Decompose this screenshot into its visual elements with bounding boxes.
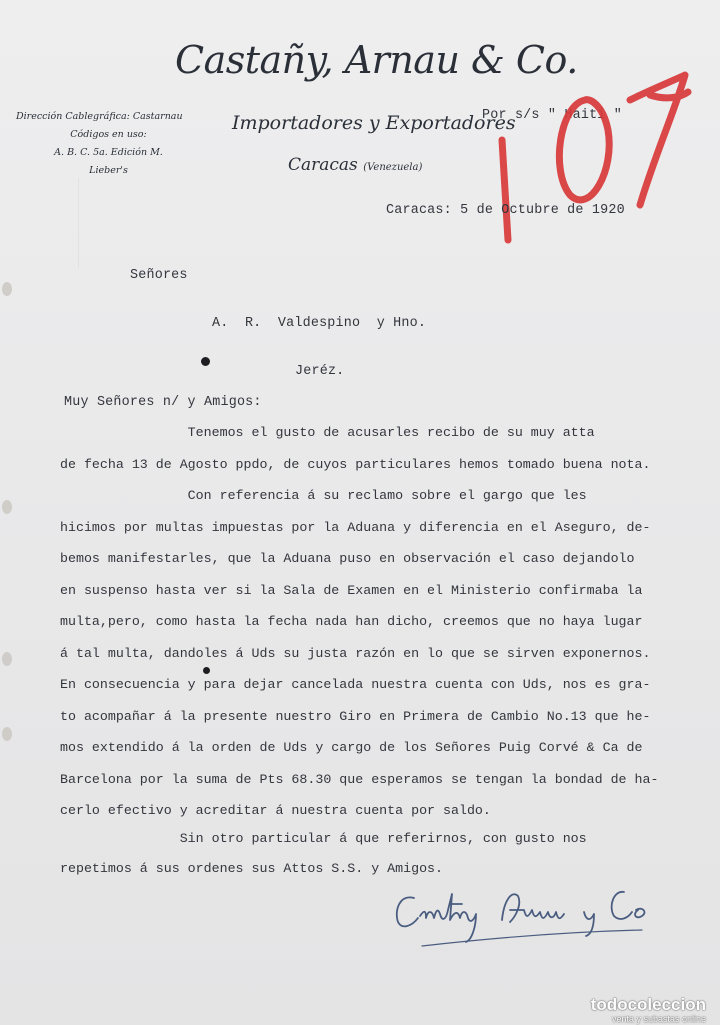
cable-address-line: Códigos en uso: bbox=[70, 129, 147, 140]
shipping-note: Por s/s " Haiti " bbox=[482, 108, 623, 123]
cable-address-line: Lieber's bbox=[89, 165, 128, 176]
closing-line: repetimos á sus ordenes sus Attos S.S. y Amigos. bbox=[60, 861, 444, 876]
punch-hole bbox=[2, 652, 12, 666]
company-subtitle: Importadores y Exportadores bbox=[232, 112, 516, 134]
cable-address-line: A. B. C. 5a. Edición M. bbox=[54, 147, 163, 158]
digit-seven-bar bbox=[650, 92, 688, 98]
punch-hole bbox=[2, 500, 12, 514]
body-line: mos extendido á la orden de Uds y cargo de los Señores Puig Corvé & Ca de bbox=[60, 740, 643, 755]
body-line: bemos manifestarles, que la Aduana puso en observación el caso dejandolo bbox=[60, 551, 635, 566]
letterhead-city bbox=[288, 155, 422, 175]
recipient-name: A. R. Valdespino y Hno. bbox=[212, 316, 427, 331]
city-name: Caracas bbox=[288, 155, 358, 175]
punch-hole bbox=[2, 282, 12, 296]
digit-zero-stroke bbox=[559, 100, 609, 200]
body-line: En consecuencia y para dejar cancelada nuestra cuenta con Uds, nos es gra- bbox=[60, 677, 651, 692]
body-line: to acompañar á la presente nuestro Giro en Primera de Cambio No.13 que he- bbox=[60, 708, 651, 724]
cable-address-line: Dirección Cablegráfica: Castarnau bbox=[16, 111, 183, 122]
salutation: Muy Señores n/ y Amigos: bbox=[64, 395, 262, 410]
digit-one-stroke bbox=[502, 140, 508, 240]
company-name: Castañy, Arnau & Co. bbox=[175, 38, 578, 82]
watermark-sub: venta y subastas online bbox=[611, 1014, 706, 1024]
body-line: á tal multa, dandoles á Uds su justa razón en lo que se sirven exponernos. bbox=[60, 645, 651, 661]
watermark bbox=[590, 995, 706, 1024]
ink-spot bbox=[201, 357, 210, 366]
handwritten-signature bbox=[392, 880, 682, 970]
closing-line: Sin otro particular á que referirnos, con gusto nos bbox=[60, 831, 587, 846]
body-line: Barcelona por la suma de Pts 68.30 que esperamos se tengan la bondad de ha- bbox=[60, 771, 659, 787]
faint-stamp bbox=[78, 178, 229, 268]
recipient-title: Señores bbox=[130, 268, 188, 283]
body-line: Tenemos el gusto de acusarles recibo de su muy atta bbox=[60, 425, 595, 440]
body-line: de fecha 13 de Agosto ppdo, de cuyos particulares hemos tomado buena nota. bbox=[60, 456, 651, 472]
body-line: cerlo efectivo y acreditar á nuestra cuenta por saldo. bbox=[60, 803, 491, 818]
recipient-town: Jeréz. bbox=[295, 364, 345, 379]
letter-date: Caracas: 5 de Octubre de 1920 bbox=[386, 203, 625, 218]
cable-address-block bbox=[16, 108, 201, 180]
body-line: Con referencia á su reclamo sobre el gargo que les bbox=[60, 488, 587, 503]
punch-hole bbox=[2, 727, 12, 741]
handwritten-number bbox=[490, 60, 700, 250]
letter-body bbox=[60, 423, 710, 833]
country-name: (Venezuela) bbox=[363, 162, 423, 173]
body-line: en suspenso hasta ver si la Sala de Examen en el Ministerio confirmaba la bbox=[60, 582, 643, 598]
body-line: hicimos por multas impuestas por la Aduana y diferencia en el Aseguro, de- bbox=[60, 519, 651, 535]
watermark-brand: todocoleccion bbox=[590, 995, 706, 1014]
body-line: multa,pero, como hasta la fecha nada han dicho, creemos que no haya lugar bbox=[60, 614, 643, 629]
